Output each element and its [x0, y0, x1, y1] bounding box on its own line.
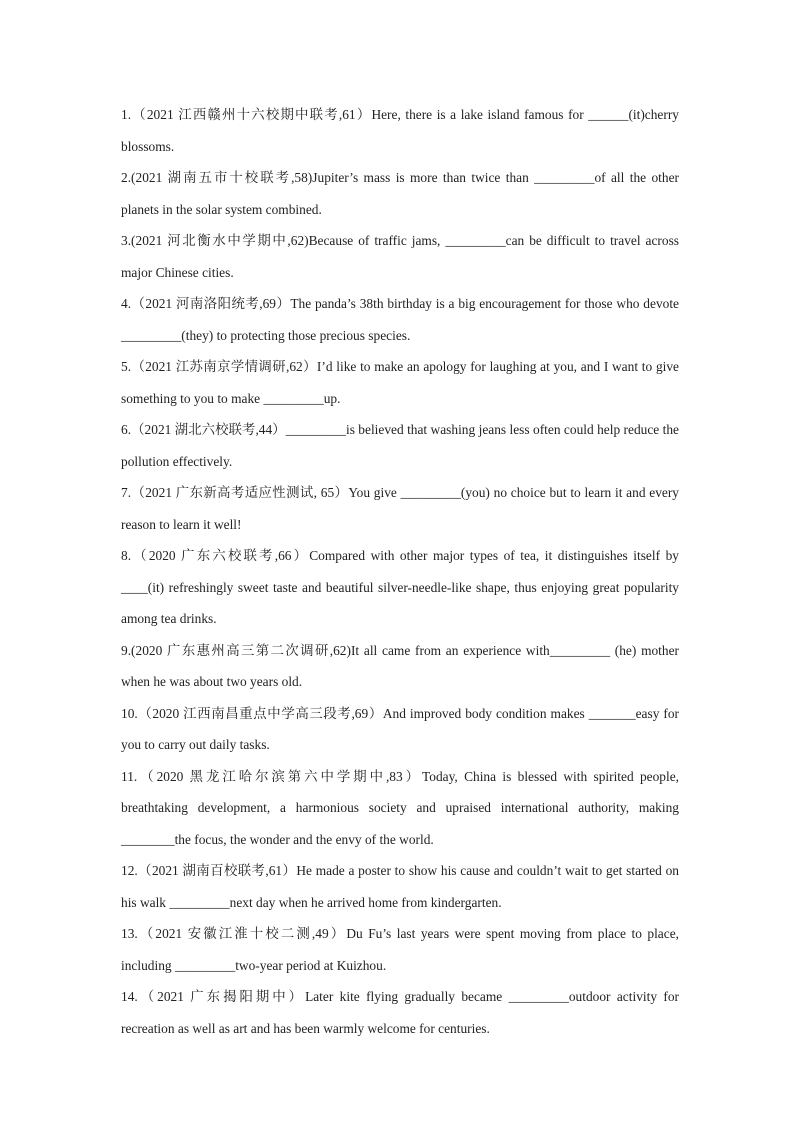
question-text-after-blank: the focus, the wonder and the envy of the world.	[174, 831, 434, 847]
question-text-after-blank: (you) no choice but to learn it and every reason to learn it well!	[121, 485, 683, 532]
question-14	[121, 981, 683, 1044]
question-source: （2021 安徽江淮十校二测,49）	[137, 926, 347, 941]
answer-blank[interactable]: _________	[400, 485, 461, 500]
answer-blank[interactable]: _________	[169, 894, 230, 910]
question-number: 4.	[121, 296, 132, 311]
answer-blank[interactable]: _________	[174, 957, 236, 973]
question-3	[121, 225, 683, 288]
question-text-after-blank: (he) mother when he was about two years old.	[121, 642, 683, 689]
answer-blank[interactable]: _________	[263, 390, 324, 406]
question-text-after-blank: (they) to protecting those precious species.	[181, 327, 411, 343]
question-source: （2020 广东六校联考,66）	[131, 548, 310, 563]
question-text-before-blank: Jupiter’s mass is more than twice than	[312, 170, 535, 185]
question-12	[121, 855, 683, 918]
answer-blank[interactable]: ______	[588, 107, 629, 122]
question-source: （2021 湖南百校联考,61）	[137, 863, 297, 878]
question-text-before-blank: Later kite flying gradually became	[305, 989, 509, 1004]
question-number: 6.	[121, 422, 132, 437]
question-text-before-blank: The panda’s 38th birthday is a big encouragement for those who devote	[290, 296, 683, 311]
question-10	[121, 698, 683, 761]
question-text-after-blank: of all the other planets in the solar system combined.	[121, 170, 683, 217]
question-number: 10.	[121, 705, 138, 721]
question-text-before-blank: He made a poster to show his cause and couldn’t wait to get started on his walk	[121, 863, 683, 910]
question-text-after-blank: outdoor activity for recreation as well as art and has been warmly welcome for centuries.	[121, 989, 683, 1036]
question-text-before-blank: Because of traffic jams,	[308, 233, 446, 248]
question-text-after-blank: easy for you to carry out daily tasks.	[121, 705, 683, 752]
question-source: （2021 江苏南京学情调研,62）	[131, 359, 317, 374]
question-number: 7.	[121, 485, 132, 500]
answer-blank[interactable]: ________	[121, 831, 175, 847]
worksheet	[121, 99, 683, 1044]
answer-blank[interactable]: _________	[549, 642, 611, 658]
question-text-before-blank: Today, China is blessed with spirited people, breathtaking development, a harmonious society and upraised international authority, making	[121, 768, 683, 815]
question-number: 9.	[121, 642, 132, 658]
answer-blank[interactable]: _________	[121, 327, 182, 343]
answer-blank[interactable]: _________	[285, 422, 346, 437]
question-source: （2021 江西赣州十六校期中联考,61）	[131, 107, 372, 122]
question-text-before-blank: You give	[348, 485, 401, 500]
question-source: （2021 湖北六校联考,44）	[131, 422, 286, 437]
question-text-before-blank: Du Fu’s last years were spent moving from place to place, including	[121, 926, 683, 973]
question-source: （2021 河南洛阳统考,69）	[131, 296, 291, 311]
question-source: (2021 河北衡水中学期中,62)	[131, 233, 309, 248]
question-2	[121, 162, 683, 225]
question-number: 8.	[121, 548, 132, 563]
question-8	[121, 540, 683, 635]
question-number: 13.	[121, 926, 138, 941]
question-text-after-blank: (it) refreshingly sweet taste and beautiful silver-needle-like shape, thus enjoying great popularity among tea drinks.	[121, 579, 683, 626]
question-number: 11.	[121, 768, 138, 784]
question-source: （2020 江西南昌重点中学高三段考,69）	[137, 705, 383, 721]
question-text-after-blank: up.	[323, 390, 341, 406]
question-text-after-blank: can be difficult to travel across major Chinese cities.	[121, 233, 683, 280]
answer-blank[interactable]: _______	[588, 705, 636, 721]
question-source: (2020 广东惠州高三第二次调研,62)	[131, 642, 351, 658]
question-1	[121, 99, 683, 162]
answer-blank[interactable]: _________	[445, 233, 506, 248]
question-text-before-blank: Here, there is a lake island famous for	[371, 107, 589, 122]
question-number: 1.	[121, 107, 132, 122]
question-6	[121, 414, 683, 477]
question-number: 12.	[121, 863, 138, 878]
question-text-before-blank: I’d like to make an apology for laughing at you, and I want to give something to you to make	[121, 359, 683, 406]
question-text-after-blank: (it)cherry blossoms.	[121, 107, 683, 154]
question-5	[121, 351, 683, 414]
question-11	[121, 761, 683, 856]
question-text-after-blank: is believed that washing jeans less often could help reduce the pollution effectively.	[121, 422, 683, 469]
question-source: (2021 湖南五市十校联考,58)	[131, 170, 313, 185]
question-text-after-blank: next day when he arrived home from kindergarten.	[229, 894, 502, 910]
question-9	[121, 635, 683, 698]
question-text-before-blank: Compared with other major types of tea, it distinguishes itself by	[309, 548, 683, 563]
question-number: 3.	[121, 233, 132, 248]
question-text-after-blank: two-year period at Kuizhou.	[235, 957, 387, 973]
answer-blank[interactable]: ____	[121, 579, 148, 595]
question-7	[121, 477, 683, 540]
answer-blank[interactable]: _________	[508, 989, 569, 1004]
answer-blank[interactable]: _________	[534, 170, 595, 185]
question-13	[121, 918, 683, 981]
question-source: （2020 黑龙江哈尔滨第六中学期中,83）	[137, 768, 423, 784]
question-4	[121, 288, 683, 351]
question-text-before-blank: And improved body condition makes	[382, 705, 589, 721]
question-source: （2021 广东揭阳期中）	[137, 989, 306, 1004]
question-source: （2021 广东新高考适应性测试, 65）	[131, 485, 349, 500]
question-number: 14.	[121, 989, 138, 1004]
question-number: 5.	[121, 359, 132, 374]
question-number: 2.	[121, 170, 132, 185]
question-text-before-blank: It all came from an experience with	[350, 642, 550, 658]
